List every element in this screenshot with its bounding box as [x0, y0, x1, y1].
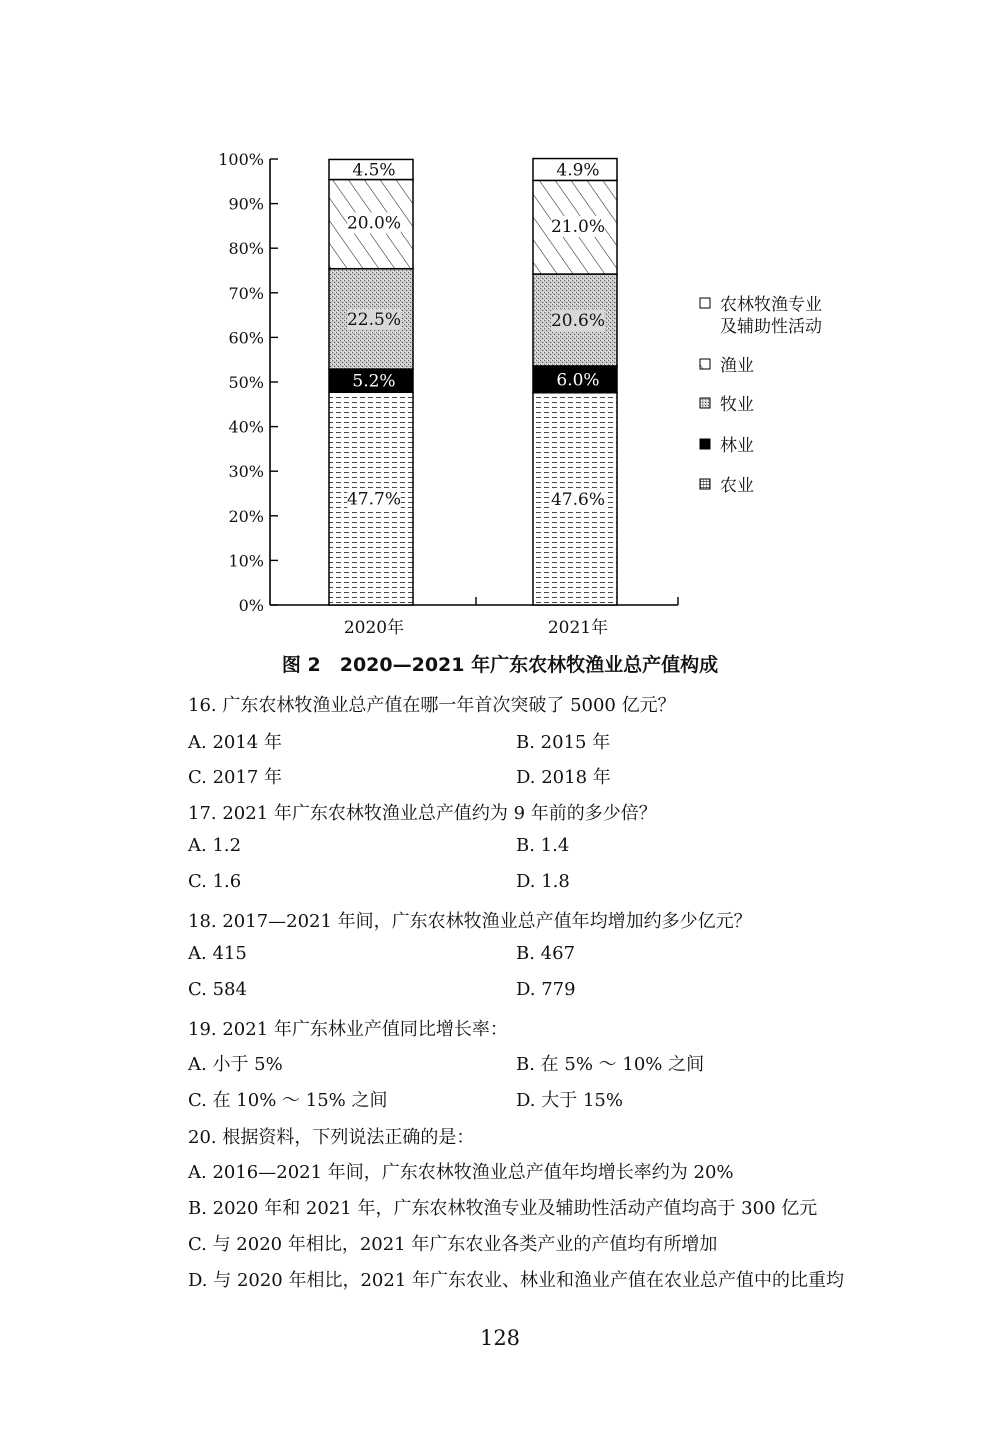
legend-label: 牧业 — [720, 395, 754, 415]
data-label: 21.0% — [550, 216, 606, 237]
question-16-option-d: D. 2018 年 — [516, 767, 611, 788]
legend-label: 渔业 — [720, 356, 754, 376]
y-tick-label: 80% — [228, 239, 264, 259]
legend-label: 及辅助性活动 — [720, 317, 822, 337]
question-17-option-b: B. 1.4 — [516, 835, 570, 856]
data-label: 20.6% — [550, 311, 606, 332]
legend-marker — [700, 359, 710, 369]
chart-legend — [700, 295, 822, 496]
y-tick-label: 40% — [228, 417, 264, 437]
question-17-option-c: C. 1.6 — [188, 871, 242, 892]
legend-marker — [700, 398, 710, 408]
page-number: 128 — [479, 1326, 521, 1350]
question-20-stem: 20. 根据资料，下列说法正确的是： — [188, 1127, 475, 1148]
question-19-stem: 19. 2021 年广东林业产值同比增长率： — [188, 1019, 508, 1040]
question-16-stem: 16. 广东农林牧渔业总产值在哪一年首次突破了 5000 亿元？ — [188, 695, 676, 716]
question-19-option-a: A. 小于 5% — [188, 1054, 283, 1075]
y-tick-label: 60% — [228, 328, 264, 348]
y-tick-label: 70% — [228, 283, 264, 303]
y-tick-label: 90% — [228, 194, 264, 214]
question-16-option-c: C. 2017 年 — [188, 767, 283, 788]
legend-label: 农业 — [720, 476, 754, 496]
data-label: 20.0% — [346, 213, 402, 234]
data-label: 4.9% — [556, 160, 600, 181]
question-17-option-d: D. 1.8 — [516, 871, 570, 892]
question-20-option-a: A. 2016—2021 年间，广东农林牧渔业总产值年均增长率约为 20% — [188, 1162, 734, 1183]
x-tick-label: 2021年 — [547, 618, 609, 638]
data-label: 47.6% — [550, 489, 606, 510]
question-16-option-a: A. 2014 年 — [188, 732, 282, 753]
legend-marker — [700, 439, 710, 449]
question-17-stem: 17. 2021 年广东农林牧渔业总产值约为 9 年前的多少倍？ — [188, 803, 657, 824]
question-19-option-d: D. 大于 15% — [516, 1090, 623, 1111]
question-20-option-d: D. 与 2020 年相比，2021 年广东农业、林业和渔业产值在农业总产值中的比重均 — [188, 1270, 845, 1291]
figure-caption: 图 2 2020—2021 年广东农林牧渔业总产值构成 — [281, 654, 719, 676]
data-label: 5.2% — [352, 371, 396, 392]
question-20-option-c: C. 与 2020 年相比，2021 年广东农业各类产业的产值均有所增加 — [188, 1234, 718, 1255]
y-tick-label: 20% — [228, 506, 264, 526]
question-20-option-b: B. 2020 年和 2021 年，广东农林牧渔专业及辅助性活动产值均高于 300 亿元 — [188, 1198, 818, 1219]
data-label: 47.7% — [346, 489, 402, 510]
question-18-option-b: B. 467 — [516, 943, 576, 964]
y-tick-label: 100% — [218, 150, 264, 169]
question-16-option-b: B. 2015 年 — [516, 732, 611, 753]
question-18-option-c: C. 584 — [188, 979, 247, 1000]
stacked-bar-chart — [0, 0, 1000, 645]
question-18-option-d: D. 779 — [516, 979, 576, 1000]
question-18-option-a: A. 415 — [188, 943, 247, 964]
legend-marker — [700, 298, 710, 308]
legend-label: 林业 — [720, 436, 754, 456]
question-19-option-b: B. 在 5% ～ 10% 之间 — [516, 1054, 705, 1075]
legend-label: 农林牧渔专业 — [720, 295, 822, 315]
y-tick-label: 50% — [228, 373, 264, 392]
question-17-option-a: A. 1.2 — [188, 835, 242, 856]
data-label: 22.5% — [346, 309, 402, 330]
y-tick-label: 30% — [228, 462, 264, 482]
y-tick-label: 0% — [238, 596, 264, 615]
data-label: 6.0% — [556, 370, 600, 391]
data-label: 4.5% — [352, 160, 396, 181]
x-tick-label: 2020年 — [343, 618, 405, 638]
question-18-stem: 18. 2017—2021 年间，广东农林牧渔业总产值年均增加约多少亿元？ — [188, 911, 752, 932]
question-19-option-c: C. 在 10% ～ 15% 之间 — [188, 1090, 388, 1111]
y-tick-label: 10% — [228, 551, 264, 571]
legend-marker — [700, 479, 710, 489]
